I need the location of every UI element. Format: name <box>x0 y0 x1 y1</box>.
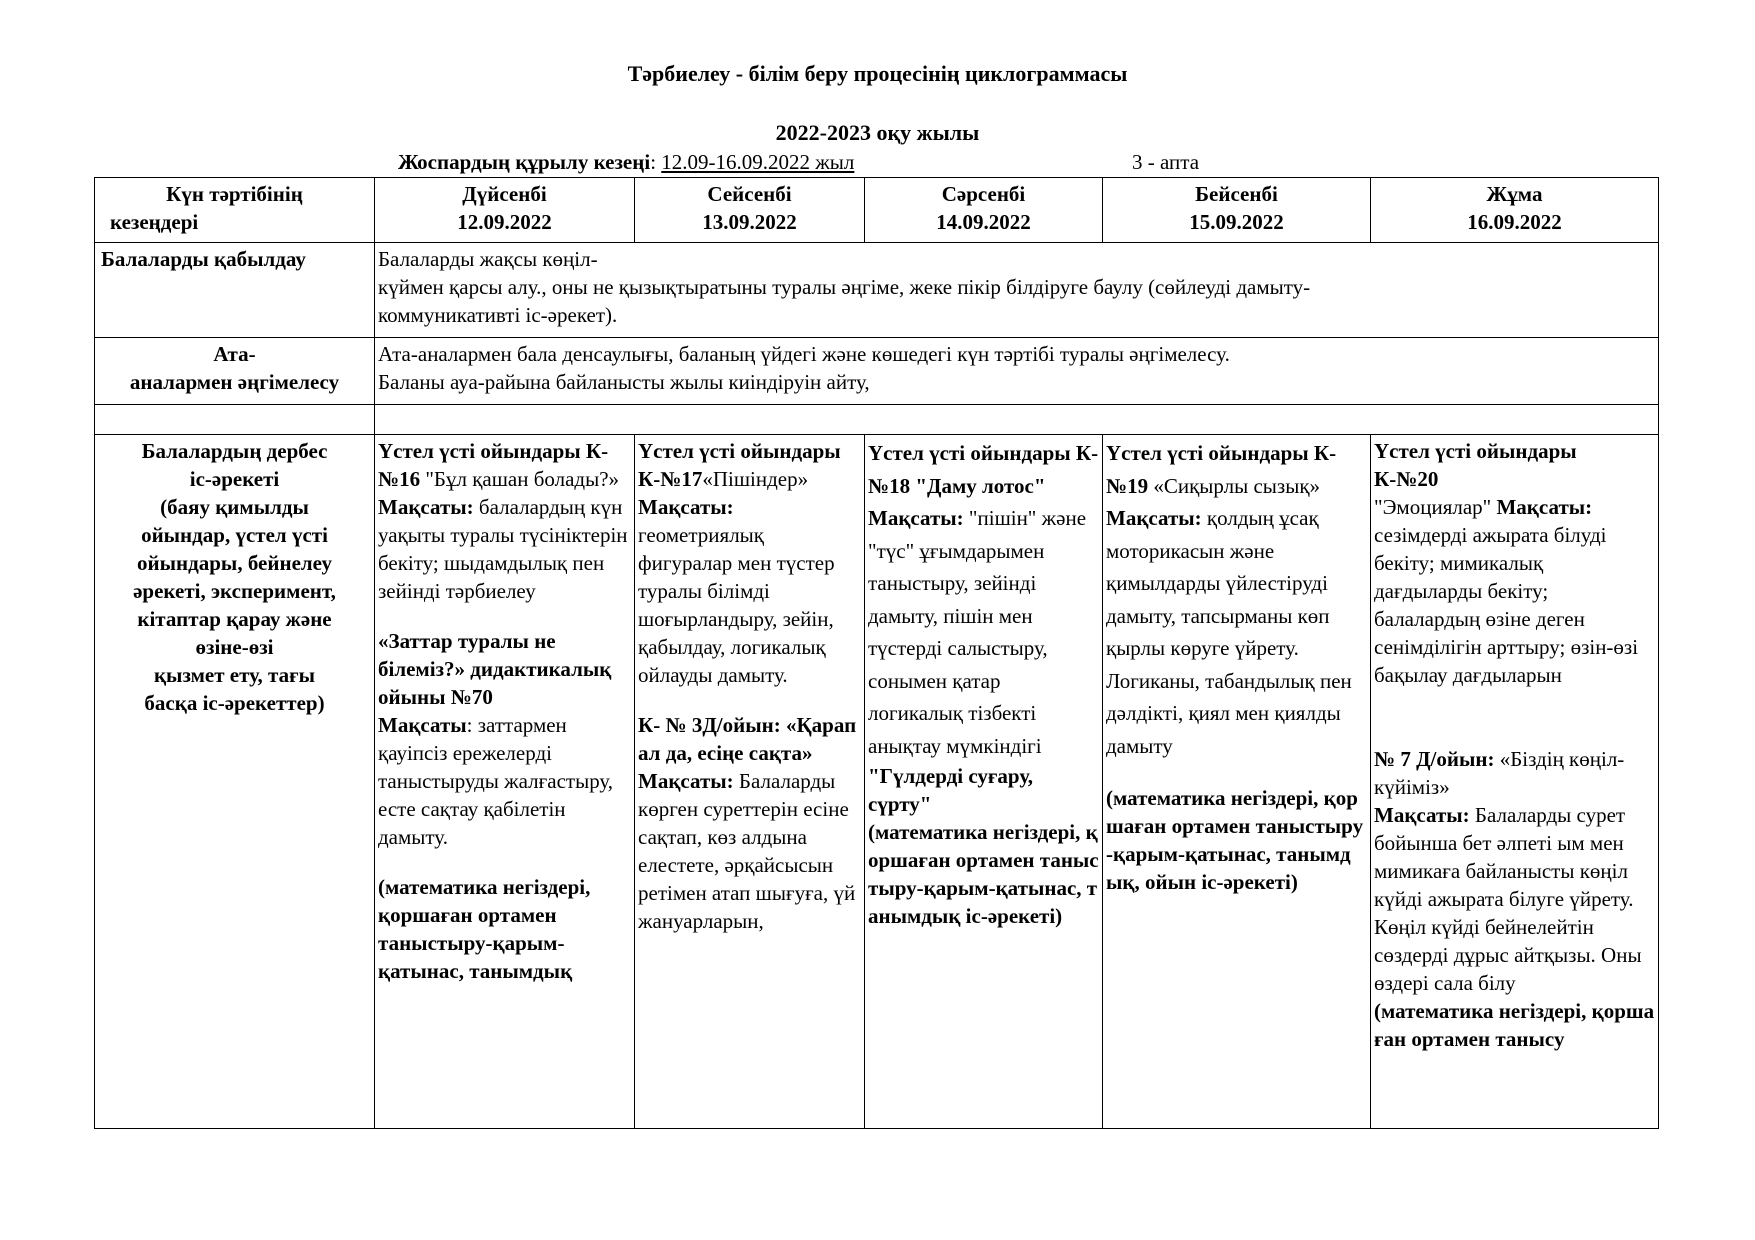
thu-gap <box>1106 762 1367 784</box>
thu-game-name: «Сиқырлы сызық» <box>1148 473 1321 498</box>
tue-code-2: К- <box>638 713 661 737</box>
reception-line-1: Балаларды жақсы көңіл- <box>378 247 598 271</box>
wed-goal-text: "пішін" және "түс" ұғымдарымен таныстыру, зейінді дамыту, пішін мен түстерді салыстыру, сонымен қатар логикалық тізбекті анықтау мүмкіндігі <box>868 506 1087 758</box>
wed-title: Үстел үсті ойындары <box>868 441 1071 465</box>
fri-goal-text: сезімдерді ажырата білуді бекіту; мимикалық дағдыларды бекіту; балалардың өзіне деген сенімділігін арттыру; өзін-өзі бақылау дағдыларын <box>1374 523 1639 687</box>
thu-goal-text: қолдың ұсақ моторикасын және қимылдарды үйлестіруді дамыту, тапсырманы көп қырлы көруге үйрету. Логиканы, табандылық пен дәлдікті, қиял мен қиялды дамыту <box>1106 506 1352 758</box>
mon-didactic-game: «Заттар туралы не білеміз?» дидактикалық ойыны №70 <box>378 629 612 709</box>
day-date: 14.09.2022 <box>936 210 1031 234</box>
day-name: Сейсенбі <box>707 182 792 206</box>
parents-content <box>375 338 1659 405</box>
reception-content <box>375 243 1659 338</box>
academic-year: 2022-2023 оқу жылы <box>775 120 980 145</box>
activity-stage-line: ойындары, бейнелеу <box>137 551 332 575</box>
day-header-monday <box>375 178 635 243</box>
day-date: 16.09.2022 <box>1467 210 1562 234</box>
day-date: 15.09.2022 <box>1189 210 1284 234</box>
tue-title: Үстел үсті ойындары <box>638 439 841 463</box>
mon-code: К- №16 <box>378 439 609 491</box>
thu-code: К-№19 <box>1106 441 1337 498</box>
stage-header-line-1: Күн тәртібінің <box>166 182 303 206</box>
thu-title: Үстел үсті ойындары <box>1106 441 1309 465</box>
tue-goal-label: Мақсаты: <box>638 495 734 519</box>
mon-game-name: "Бұл қашан болады?» <box>420 467 620 491</box>
day-header-thursday <box>1103 178 1371 243</box>
tue-goal2-text: Балаларды көрген суреттерін есіне сақтап, көз алдына елестете, әрқайсысын ретімен атап шығуға, үй жануарларын, <box>638 769 856 933</box>
activity-thursday <box>1103 435 1371 1129</box>
fri-game-name: "Эмоциялар" <box>1374 495 1492 519</box>
day-name: Жұма <box>1486 182 1543 206</box>
activity-row <box>95 435 1659 1129</box>
activity-tuesday <box>635 435 865 1129</box>
spacer-cell <box>375 405 1659 435</box>
mon-goal-text: балалардың күн уақыты туралы түсініктерін бекіту; шыдамдылық пен зейінді тәрбиелеу <box>378 495 628 603</box>
fri-goal-label: Мақсаты: <box>1491 495 1593 519</box>
activity-stage <box>95 435 375 1129</box>
stage-header-line-2: кезеңдері <box>110 210 199 234</box>
tue-code: К-№17 <box>638 467 703 491</box>
stage-column-header <box>95 178 375 243</box>
fri-game-name-2: «Біздің көңіл-күйіміз» <box>1374 747 1625 799</box>
activity-monday <box>375 435 635 1129</box>
week-number: 3 - апта <box>1132 150 1200 174</box>
fri-didactic-game: № 7 Д/ойын: <box>1374 747 1495 771</box>
activity-stage-line: әрекеті, эксперимент, <box>133 579 336 603</box>
parents-stage-line-1: Ата- <box>213 342 256 366</box>
fri-goal2-text: Балаларды сурет бойынша бет әлпеті ым мен мимикаға байланысты көңіл күйді ажырата білуге үйрету. Көңіл күйді бейнелейтін сөздерді дұрыс айтқызы. Оны өздері сала білу <box>1374 803 1642 995</box>
wed-areas: (математика негіздері, қоршаған ортамен таныстыру-қарым-қатынас, танымдық іс-әрекеті) <box>868 820 1099 928</box>
fri-areas: (математика негіздері, қоршаған ортамен танысу <box>1374 999 1655 1051</box>
activity-wednesday <box>865 435 1103 1129</box>
tue-didactic-game: № 3Д/ойын: «Қарап ал да, есіңе сақта» Мақсаты: <box>638 713 857 793</box>
plan-period-label: Жоспардың құрылу кезеңі <box>398 150 651 174</box>
plan-period-colon: : <box>650 150 657 174</box>
day-name: Дүйсенбі <box>462 182 547 206</box>
day-date: 13.09.2022 <box>702 210 797 234</box>
activity-stage-line: Балалардың дербес <box>141 439 328 463</box>
mon-title: Үстел үсті ойындары <box>378 439 581 463</box>
reception-stage: Балаларды қабылдау <box>95 243 375 338</box>
mon-gap-2 <box>378 851 631 873</box>
activity-stage-line: басқа іс-әрекеттер) <box>144 691 325 715</box>
spacer-row <box>95 405 1659 435</box>
spacer-cell-left <box>95 405 375 435</box>
tue-goal-text: геометриялық фигуралар мен түстер туралы білімді шоғырландыру, зейін, қабылдау, логикалық ойлауды дамыту. <box>638 523 835 687</box>
day-name: Сәрсенбі <box>941 182 1026 206</box>
parents-line-2: Баланы ауа-райына байланысты жылы киіндіруін айту, <box>378 370 870 394</box>
day-header-wednesday <box>865 178 1103 243</box>
day-name: Бейсенбі <box>1195 182 1278 206</box>
document-title: Тәрбиелеу - білім беру процесінің циклограммасы <box>627 61 1128 86</box>
wed-activity: "Гүлдерді суғару, сүрту" <box>868 764 1033 816</box>
activity-stage-line: ойындар, үстел үсті <box>141 523 328 547</box>
thu-goal-label: Мақсаты: <box>1106 506 1202 530</box>
parents-stage <box>95 338 375 405</box>
day-date: 12.09.2022 <box>457 210 552 234</box>
header-row <box>95 178 1659 243</box>
activity-stage-line: өзіне-өзі <box>195 635 274 659</box>
activity-stage-line: (баяу қимылды <box>160 495 309 519</box>
parents-row <box>95 338 1659 405</box>
fri-code: К-№20 <box>1374 467 1439 491</box>
tue-game-name: «Пішіндер» <box>702 467 809 491</box>
fri-gap <box>1374 689 1655 745</box>
cyclogram-table <box>94 177 1659 1129</box>
mon-goal2-label: Мақсаты <box>378 713 467 737</box>
reception-row <box>95 243 1659 338</box>
fri-goal2-label: Мақсаты: <box>1374 803 1470 827</box>
activity-stage-line: қызмет ету, тағы <box>153 663 316 687</box>
parents-stage-line-2: аналармен әңгімелесу <box>129 370 340 394</box>
reception-line-3: коммуникативті іс-әрекет). <box>378 303 618 327</box>
activity-friday <box>1371 435 1659 1129</box>
mon-goal-label: Мақсаты: <box>378 495 474 519</box>
activity-stage-line: кітаптар қарау және <box>137 607 332 631</box>
thu-areas: (математика негіздері, қоршаған ортамен таныстыру-қарым-қатынас, танымдық, ойын іс-әрекеті) <box>1106 786 1364 894</box>
day-header-tuesday <box>635 178 865 243</box>
reception-line-2: күймен қарсы алу., оны не қызықтыратыны туралы әңгіме, жеке пікір білдіруге баулу (сөйлеуді дамыту- <box>378 275 1311 299</box>
mon-gap <box>378 605 631 627</box>
day-header-friday <box>1371 178 1659 243</box>
plan-period <box>398 149 854 175</box>
parents-line-1: Ата-аналармен бала денсаулығы, баланың үйдегі және көшедегі күн тәртібі туралы әңгімелесу. <box>378 342 1230 366</box>
plan-period-dates: 12.09-16.09.2022 жыл <box>661 150 855 174</box>
mon-goal2-text: : заттармен қауіпсіз ережелерді таныстыруды жалғастыру, есте сақтау қабілетін дамыту. <box>378 713 614 849</box>
mon-areas: (математика негіздері, қоршаған ортамен таныстыру-қарым-қатынас, танымдық <box>378 875 591 983</box>
activity-stage-line: іс-әрекеті <box>189 467 280 491</box>
fri-title: Үстел үсті ойындары <box>1374 439 1577 463</box>
tue-gap <box>638 689 861 711</box>
wed-code: К-№18 "Даму лотос" Мақсаты: <box>868 441 1099 530</box>
